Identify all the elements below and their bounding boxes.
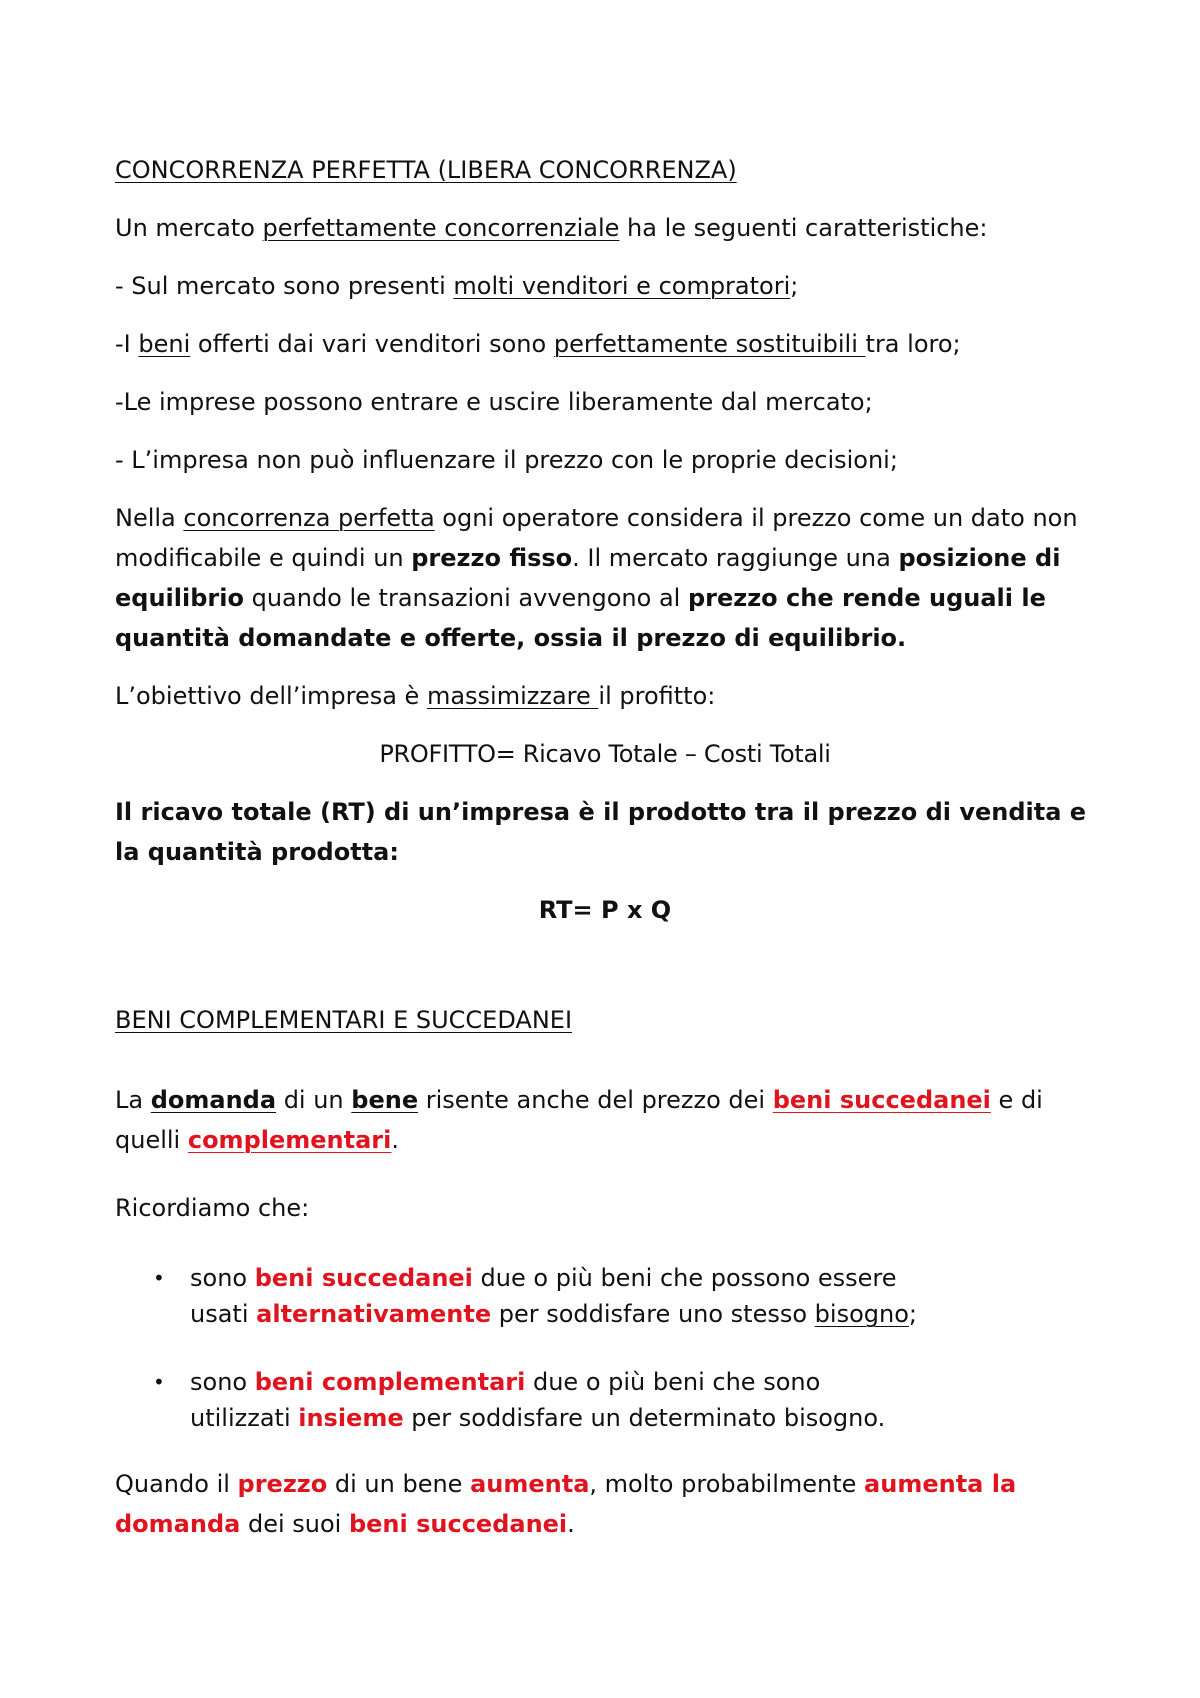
underlined-text: molti venditori e compratori <box>453 272 791 300</box>
equilibrium-paragraph <box>115 498 1095 658</box>
highlight-text: beni succedanei <box>254 1264 473 1292</box>
underlined-text: massimizzare <box>426 682 599 710</box>
formula-text: PROFITTO= Ricavo Totale – Costi Totali <box>379 740 831 768</box>
text: di un bene <box>327 1470 471 1498</box>
underlined-text: perfettamente sostituibili <box>553 330 866 358</box>
text: risente anche del prezzo dei <box>418 1086 773 1114</box>
underlined-bold-text: bene <box>351 1086 419 1114</box>
text: per soddisfare un determinato bisogno. <box>403 1404 886 1432</box>
title-text: BENI COMPLEMENTARI E SUCCEDANEI <box>115 1006 573 1034</box>
text: , molto probabilmente <box>589 1470 865 1498</box>
bold-text: prezzo fisso <box>411 544 573 572</box>
list-item-line-1 <box>190 1362 1095 1402</box>
highlight-text: insieme <box>298 1404 404 1432</box>
bold-text: prezzo che rende uguali le quantità domandate e offerte, ossia il prezzo di equilibrio. <box>115 584 1046 652</box>
text: due o più beni che sono <box>525 1368 821 1396</box>
text: sono <box>190 1264 255 1292</box>
total-revenue-definition: Il ricavo totale (RT) di un’impresa è il prodotto tra il prezzo di vendita e la quantità prodotta: <box>115 798 1087 866</box>
text: per soddisfare uno stesso <box>491 1300 815 1328</box>
highlight-text: prezzo <box>237 1470 328 1498</box>
text: ; <box>908 1300 917 1328</box>
text: sono <box>190 1368 255 1396</box>
section-title-concorrenza <box>115 150 1095 190</box>
characteristic-1 <box>115 266 1095 306</box>
intro-paragraph <box>115 208 1095 248</box>
bullet-icon: • <box>153 1266 165 1290</box>
demand-paragraph <box>115 1080 1095 1160</box>
text: Nella <box>115 504 184 532</box>
text: . Il mercato raggiunge una <box>572 544 899 572</box>
underlined-text: bisogno <box>814 1300 909 1328</box>
list-item-line-2 <box>190 1294 1095 1334</box>
text: ogni operatore considera il prezzo come un dato non modificabile e quindi un <box>115 504 1078 572</box>
remember-line: Ricordiamo che: <box>115 1194 310 1222</box>
text: due o più beni che possono essere <box>472 1264 897 1292</box>
list-item-complementari <box>115 1362 1095 1438</box>
goods-list <box>115 1258 1095 1438</box>
list-item-line-1 <box>190 1258 1095 1298</box>
underlined-text: beni <box>138 330 191 358</box>
highlight-text: beni succedanei <box>348 1510 568 1538</box>
highlight-text: alternativamente <box>256 1300 492 1328</box>
characteristic-3: -Le imprese possono entrare e uscire liberamente dal mercato; <box>115 388 873 416</box>
underlined-bold-text: domanda <box>150 1086 277 1114</box>
text: - Sul mercato sono presenti <box>115 272 454 300</box>
highlight-text: aumenta la domanda <box>115 1470 1017 1538</box>
highlight-text: complementari <box>187 1126 392 1154</box>
text: di un <box>276 1086 352 1114</box>
text: usati <box>190 1300 257 1328</box>
highlight-text: aumenta <box>470 1470 590 1498</box>
section-title-beni <box>115 1000 1095 1040</box>
profit-formula <box>115 734 1095 774</box>
text: quando le transazioni avvengono al <box>243 584 688 612</box>
characteristic-4: - L’impresa non può influenzare il prezzo con le proprie decisioni; <box>115 446 898 474</box>
bold-text: posizione di equilibrio <box>115 544 1061 612</box>
text: ; <box>790 272 799 300</box>
text: La <box>115 1086 151 1114</box>
text: . <box>567 1510 575 1538</box>
text: il profitto: <box>598 682 716 710</box>
text: e di quelli <box>115 1086 1043 1154</box>
text: Un mercato <box>115 214 263 242</box>
highlight-text: beni complementari <box>254 1368 526 1396</box>
text: Quando il <box>115 1470 238 1498</box>
text: utilizzati <box>190 1404 299 1432</box>
underlined-text: concorrenza perfetta <box>183 504 435 532</box>
highlight-text: beni succedanei <box>772 1086 991 1114</box>
list-item-line-2 <box>190 1398 1095 1438</box>
characteristic-2 <box>115 324 1095 364</box>
document-page <box>115 150 1095 1544</box>
text: -I <box>115 330 139 358</box>
text: . <box>391 1126 399 1154</box>
text: L’obiettivo dell’impresa è <box>115 682 427 710</box>
text: dei suoi <box>240 1510 349 1538</box>
text: offerti dai vari venditori sono <box>190 330 554 358</box>
underlined-text: perfettamente concorrenziale <box>262 214 620 242</box>
bullet-icon: • <box>153 1370 165 1394</box>
objective-paragraph <box>115 676 1095 716</box>
list-item-succedanei <box>115 1258 1095 1334</box>
revenue-formula: RT= P x Q <box>538 896 672 924</box>
text: ha le seguenti caratteristiche: <box>619 214 988 242</box>
final-paragraph <box>115 1464 1095 1544</box>
text: tra loro; <box>865 330 961 358</box>
title-text: CONCORRENZA PERFETTA (LIBERA CONCORRENZA) <box>115 156 737 184</box>
